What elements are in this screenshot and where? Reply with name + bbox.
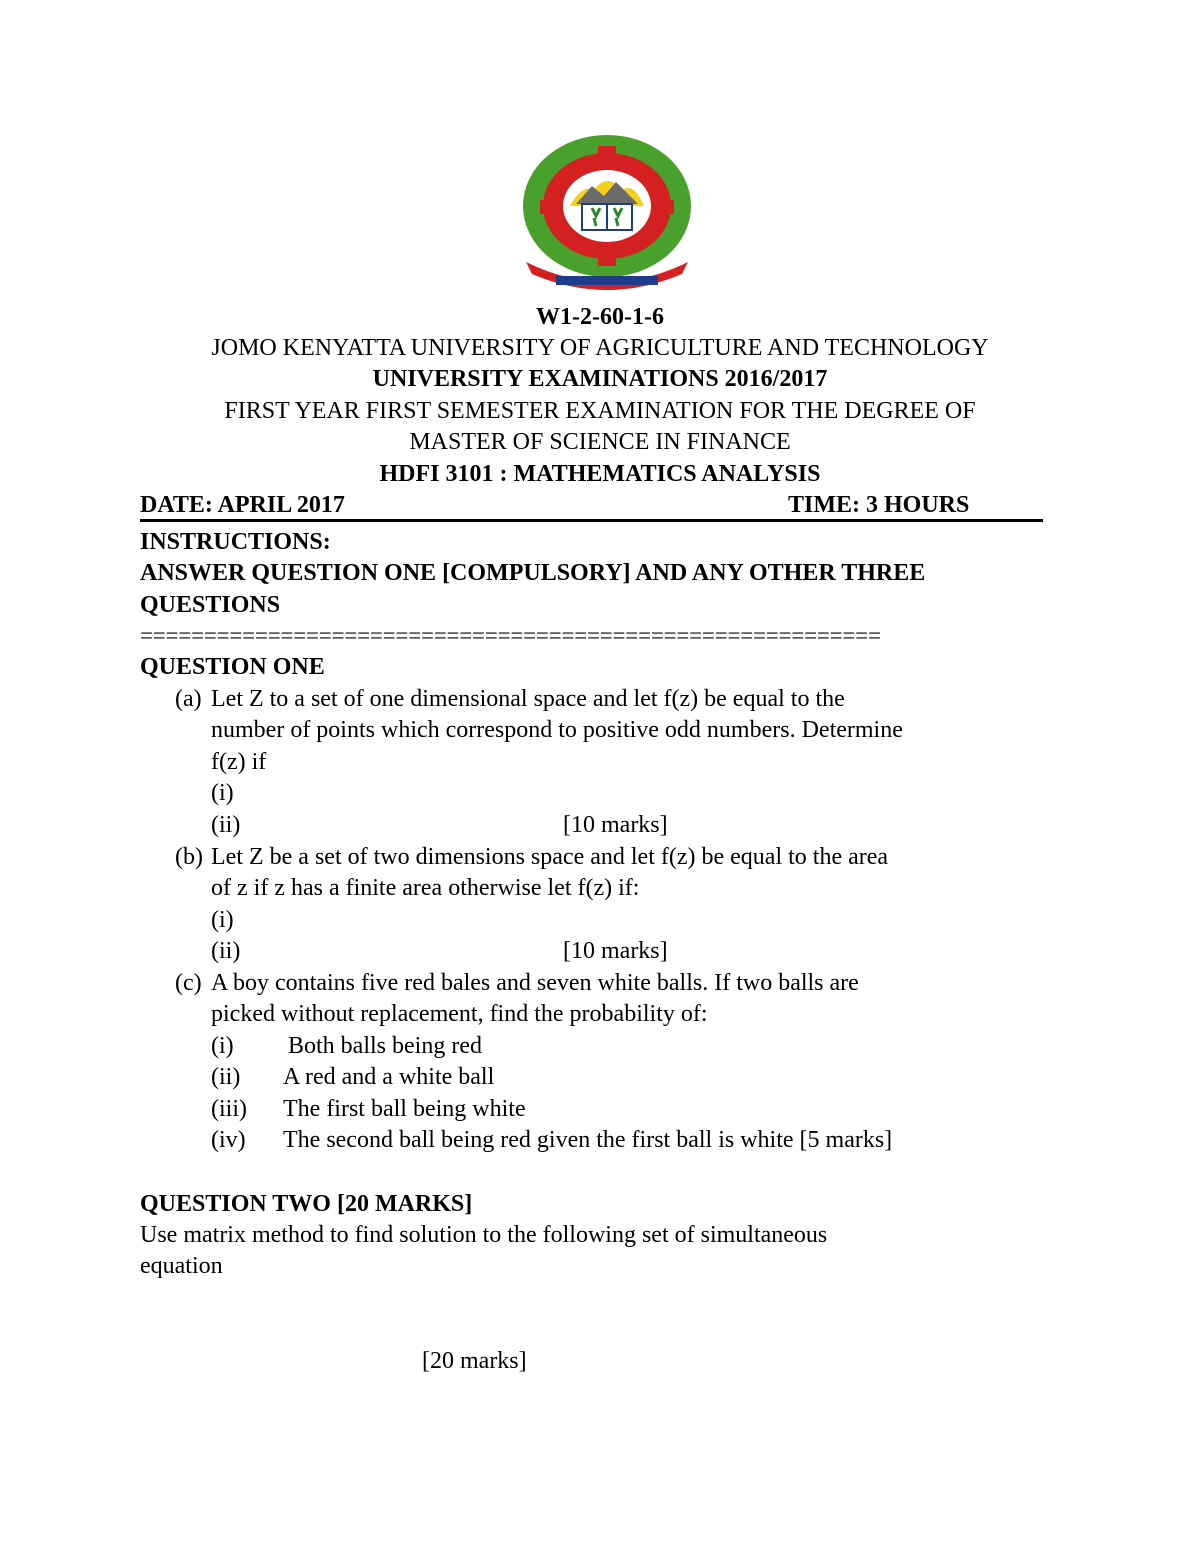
exam-code: W1-2-60-1-6 — [536, 304, 664, 330]
course-title: HDFI 3101 : MATHEMATICS ANALYSIS — [379, 461, 821, 487]
q2-line-2: equation — [140, 1253, 223, 1279]
university-logo — [512, 134, 702, 294]
q1a-sub-ii: (ii) — [211, 812, 241, 838]
question-one-title: QUESTION ONE — [140, 654, 325, 680]
q1c-item-num: (iii) — [211, 1096, 247, 1122]
university-name: JOMO KENYATTA UNIVERSITY OF AGRICULTURE AND TECHNOLOGY — [211, 335, 989, 361]
q2-marks: [20 marks] — [422, 1348, 527, 1374]
q1c-item-num: (i) — [211, 1033, 234, 1059]
q1c-item-num: (ii) — [211, 1064, 241, 1090]
exam-session: UNIVERSITY EXAMINATIONS 2016/2017 — [372, 366, 828, 392]
q1b-label: (b) — [175, 844, 203, 870]
question-two-title: QUESTION TWO [20 MARKS] — [140, 1191, 473, 1217]
q1a-line-2: number of points which correspond to positive odd numbers. Determine — [211, 717, 903, 743]
instructions-title: INSTRUCTIONS: — [140, 529, 331, 555]
degree-line-2: MASTER OF SCIENCE IN FINANCE — [409, 429, 791, 455]
q1a-line-1: Let Z to a set of one dimensional space and let f(z) be equal to the — [211, 686, 845, 712]
q1c-item-text: Both balls being red — [288, 1033, 482, 1059]
q1c-item-text: The second ball being red given the first ball is white [5 marks] — [283, 1127, 893, 1153]
q1b-marks: [10 marks] — [563, 938, 668, 964]
q1a-marks: [10 marks] — [563, 812, 668, 838]
q1b-sub-i: (i) — [211, 907, 234, 933]
exam-date: DATE: APRIL 2017 — [140, 492, 345, 518]
instructions-line-2: QUESTIONS — [140, 592, 281, 618]
q2-line-1: Use matrix method to find solution to the following set of simultaneous — [140, 1222, 828, 1248]
exam-time: TIME: 3 HOURS — [788, 492, 970, 518]
header-rule — [140, 519, 1043, 522]
q1c-line-1: A boy contains five red bales and seven white balls. If two balls are — [211, 970, 859, 996]
q1a-sub-i: (i) — [211, 780, 234, 806]
instructions-line-1: ANSWER QUESTION ONE [COMPULSORY] AND ANY OTHER THREE — [140, 560, 926, 586]
q1c-item-text: A red and a white ball — [283, 1064, 495, 1090]
q1b-line-2: of z if z has a finite area otherwise let f(z) if: — [211, 875, 640, 901]
q1c-line-2: picked without replacement, find the probability of: — [211, 1001, 708, 1027]
q1c-item-num: (iv) — [211, 1127, 246, 1153]
degree-line-1: FIRST YEAR FIRST SEMESTER EXAMINATION FOR THE DEGREE OF — [224, 398, 976, 424]
q1c-item-text: The first ball being white — [283, 1096, 526, 1122]
q1a-line-3: f(z) if — [211, 749, 267, 775]
q1b-sub-ii: (ii) — [211, 938, 241, 964]
q1c-label: (c) — [175, 970, 202, 996]
separator-line: ========================================================== — [140, 623, 881, 648]
q1b-line-1: Let Z be a set of two dimensions space and let f(z) be equal to the area — [211, 844, 889, 870]
q1a-label: (a) — [175, 686, 202, 712]
